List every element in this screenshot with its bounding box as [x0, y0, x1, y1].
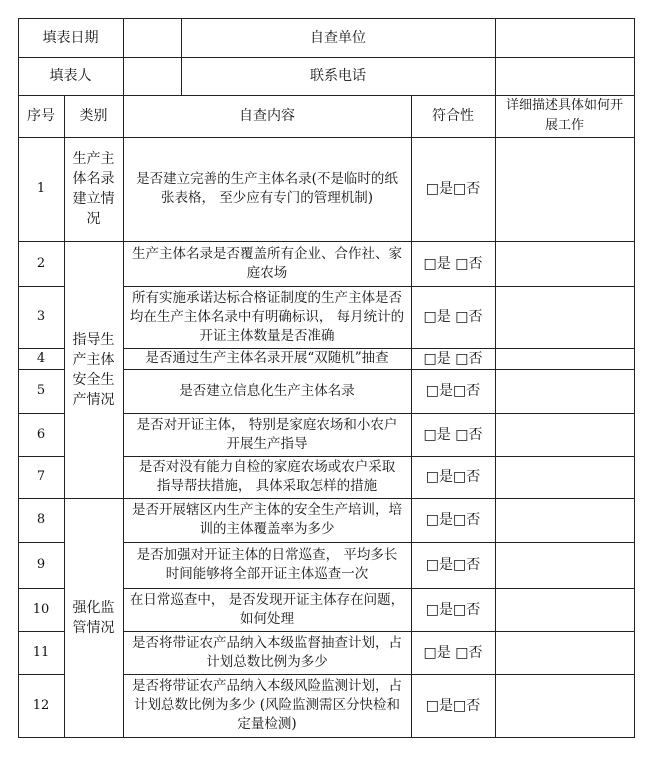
- rule: [634, 18, 635, 738]
- rule: [18, 737, 634, 738]
- filler-label: 填表人: [49, 68, 92, 84]
- col-header-category: 类别: [79, 108, 108, 124]
- row-content: 是否开展辖区内生产主体的安全生产培训，培训的主体覆盖率为多少: [132, 502, 402, 537]
- category-cell: 强化监管情况: [72, 599, 115, 636]
- category-cell: 指导生产主体安全生产情况: [72, 331, 115, 408]
- row-content: 是否对开证主体， 特别是家庭农场和小农户开展生产指导: [136, 416, 398, 452]
- col-header-content: 自查内容: [239, 108, 295, 124]
- row-content: 是否建立完善的生产主体名录(不是临时的纸张表格， 至少应有专门的管理机制): [136, 171, 398, 206]
- detail-cell[interactable]: [495, 456, 634, 498]
- detail-cell[interactable]: [495, 542, 634, 588]
- detail-cell[interactable]: [495, 498, 634, 542]
- row-seq: 6: [36, 426, 46, 442]
- col-header-seq: 序号: [27, 108, 55, 124]
- detail-cell[interactable]: [495, 348, 634, 369]
- conformity-checkbox[interactable]: □是 □否: [423, 350, 483, 367]
- row-seq: 1: [36, 181, 46, 196]
- conformity-checkbox[interactable]: □是 □否: [423, 644, 483, 661]
- unit-label: 自查单位: [310, 29, 366, 46]
- detail-cell[interactable]: [495, 588, 634, 631]
- category-cell: 生产主体名录建立情况: [72, 151, 115, 227]
- row-content: 是否将带证农产品纳入本级监督抽查计划，占计划总数比例为多少: [132, 634, 402, 670]
- row-content: 是否将带证农产品纳入本级风险监测计划，占计划总数比例为多少 (风险监测需区分快检和定量检测): [132, 678, 402, 732]
- col-header-detail: 详细描述具体如何开展工作: [505, 98, 623, 133]
- row-content: 是否通过生产主体名录开展“双随机”抽查: [145, 350, 389, 366]
- detail-cell[interactable]: [495, 241, 634, 286]
- row-seq: 3: [36, 309, 46, 324]
- rule: [123, 18, 124, 95]
- conformity-checkbox[interactable]: □是□否: [425, 469, 481, 485]
- row-seq: 12: [32, 697, 50, 713]
- row-content: 生产主体名录是否覆盖所有企业、合作社、家庭农场: [132, 245, 402, 281]
- conformity-checkbox[interactable]: □是□否: [425, 512, 481, 528]
- conformity-checkbox[interactable]: □是□否: [425, 697, 481, 714]
- row-seq: 7: [36, 469, 46, 484]
- row-seq: 4: [36, 350, 46, 366]
- conformity-checkbox[interactable]: □是 □否: [423, 309, 483, 325]
- row-seq: 2: [36, 255, 46, 271]
- conformity-checkbox[interactable]: □是 □否: [423, 426, 483, 443]
- row-seq: 11: [32, 644, 50, 660]
- conformity-checkbox[interactable]: □是□否: [425, 383, 481, 399]
- detail-cell[interactable]: [495, 137, 634, 241]
- fill-date-label: 填表日期: [42, 29, 99, 46]
- conformity-checkbox[interactable]: □是 □否: [423, 255, 483, 272]
- phone-label: 联系电话: [310, 68, 366, 84]
- detail-cell[interactable]: [495, 631, 634, 674]
- row-content: 是否对没有能力自检的家庭农场或农户采取指导帮扶措施， 具体采取怎样的措施: [138, 459, 396, 494]
- row-seq: 8: [36, 512, 46, 527]
- row-content: 是否加强对开证主体的日常巡查， 平均多长时间能够将全部开证主体巡查一次: [136, 547, 398, 582]
- detail-cell[interactable]: [495, 286, 634, 348]
- conformity-checkbox[interactable]: □是□否: [425, 181, 481, 197]
- detail-cell[interactable]: [495, 413, 634, 456]
- detail-cell[interactable]: [495, 369, 634, 413]
- row-content: 所有实施承诺达标合格证制度的生产主体是否均在生产主体名录中有明确标识， 每月统计的开证主体数量是否准确: [129, 289, 405, 344]
- row-seq: 5: [36, 383, 46, 398]
- conformity-checkbox[interactable]: □是□否: [425, 601, 481, 618]
- detail-cell[interactable]: [495, 674, 634, 737]
- row-content: 是否建立信息化生产主体名录: [179, 382, 355, 399]
- col-header-conformity: 符合性: [432, 108, 474, 124]
- conformity-checkbox[interactable]: □是□否: [425, 557, 481, 573]
- row-seq: 10: [32, 601, 50, 617]
- row-seq: 9: [36, 557, 46, 572]
- row-content: 在日常巡查中， 是否发现开证主体存在问题， 如何处理: [129, 591, 405, 627]
